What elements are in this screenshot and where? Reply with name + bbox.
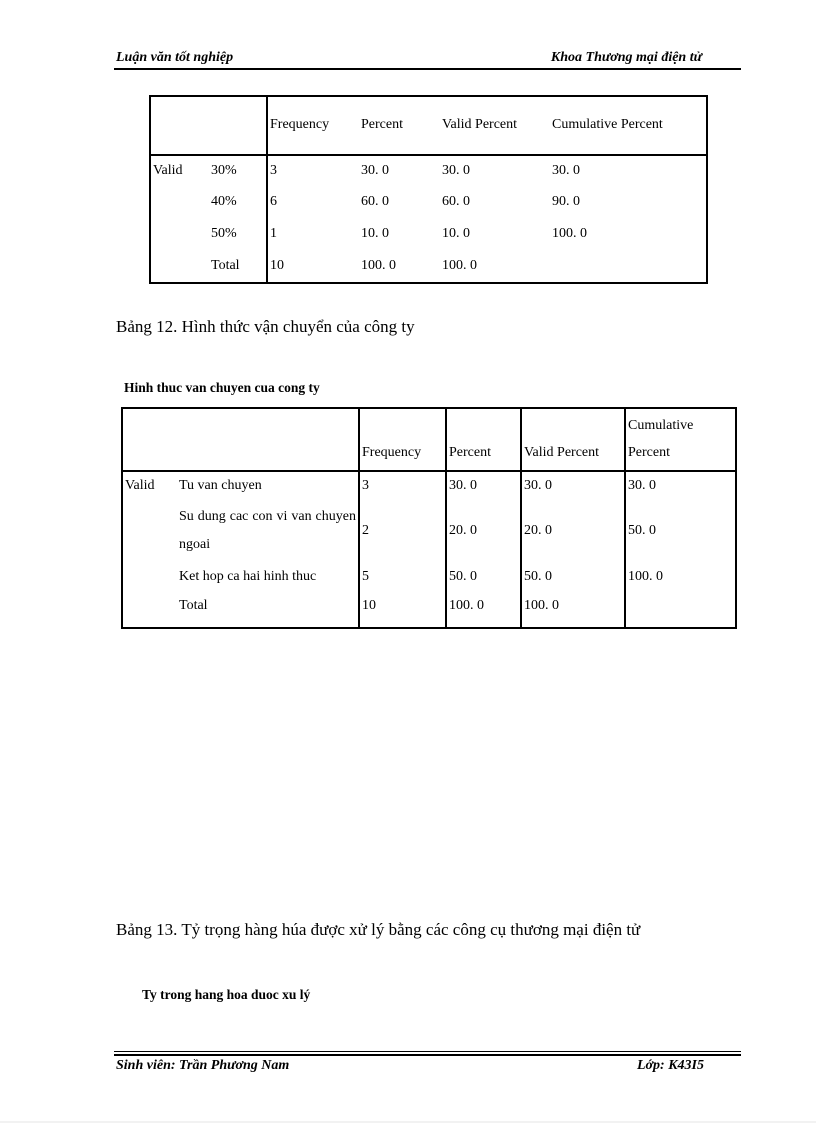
column-header	[625, 408, 736, 471]
cumulative-cell: 30. 0	[625, 471, 736, 501]
row-label: 30%	[211, 162, 237, 178]
percent-cell: 60. 0	[361, 194, 389, 210]
column-header-line: Cumulative	[628, 418, 694, 434]
footer-rule	[114, 1054, 741, 1056]
table-row	[150, 218, 707, 250]
valid-percent-cell: 30. 0	[521, 471, 625, 501]
cumulative-cell: 50. 0	[625, 501, 736, 562]
header-left-text: Luận văn tốt nghiệp	[116, 50, 234, 65]
frequency-cell: 2	[359, 501, 446, 562]
row-label: Ket hop ca hai hinh thuc	[179, 568, 317, 584]
percent-cell: 100. 0	[361, 258, 396, 274]
valid-percent-cell: 10. 0	[442, 226, 470, 242]
percent-cell: 30. 0	[361, 162, 389, 178]
cumulative-cell	[550, 251, 707, 283]
footer-left-text: Sinh viên: Trần Phương Nam	[116, 1058, 290, 1073]
table-caption-12: Bảng 12. Hình thức vận chuyển của công ty	[116, 317, 415, 336]
valid-percent-cell: 60. 0	[442, 194, 470, 210]
table-row	[122, 501, 736, 562]
column-header: Frequency	[267, 96, 359, 155]
valid-percent-cell: 20. 0	[521, 501, 625, 562]
cumulative-cell: 30. 0	[552, 162, 580, 178]
table-header-row	[122, 408, 736, 471]
table-title-3: Ty trong hang hoa duoc xu lý	[142, 987, 311, 1002]
table-row	[150, 186, 707, 218]
column-header: Percent	[446, 408, 521, 471]
valid-label: Valid	[125, 478, 155, 494]
frequency-table-2	[121, 407, 737, 629]
row-label: Tu van chuyen	[179, 478, 262, 494]
frequency-cell: 1	[267, 218, 359, 250]
percent-cell: 20. 0	[446, 501, 521, 562]
table-title-2: Hinh thuc van chuyen cua cong ty	[124, 380, 320, 395]
valid-percent-cell: 100. 0	[521, 592, 625, 628]
row-label: 50%	[211, 226, 237, 242]
row-label: Su dung cac con vi van chuyen ngoai	[179, 509, 356, 553]
percent-cell: 10. 0	[361, 226, 389, 242]
percent-cell: 100. 0	[446, 592, 521, 628]
valid-label: Valid	[153, 162, 183, 178]
frequency-table-1	[149, 95, 708, 284]
valid-percent-cell: 30. 0	[442, 162, 470, 178]
frequency-cell: 3	[359, 471, 446, 501]
table-row	[122, 561, 736, 591]
footer-rule	[114, 1051, 741, 1052]
table-row	[122, 592, 736, 628]
row-label: Total	[211, 258, 240, 274]
cumulative-cell: 100. 0	[552, 226, 587, 242]
frequency-cell: 6	[267, 186, 359, 218]
row-label: Total	[179, 597, 208, 613]
column-header: Valid Percent	[521, 408, 625, 471]
header-rule	[114, 68, 741, 70]
table-row	[122, 471, 736, 501]
footer-right-text: Lớp: K43I5	[636, 1058, 704, 1073]
frequency-cell: 10	[267, 251, 359, 283]
frequency-cell: 5	[359, 561, 446, 591]
percent-cell: 30. 0	[446, 471, 521, 501]
frequency-cell: 10	[359, 592, 446, 628]
table-row	[150, 251, 707, 283]
table-header-row	[150, 96, 707, 155]
column-header: Percent	[359, 96, 440, 155]
column-header: Frequency	[359, 408, 446, 471]
cumulative-cell: 90. 0	[552, 194, 580, 210]
cumulative-cell	[625, 592, 736, 628]
cumulative-cell: 100. 0	[625, 561, 736, 591]
valid-percent-cell: 50. 0	[521, 561, 625, 591]
column-header: Valid Percent	[440, 96, 550, 155]
column-header: Cumulative Percent	[550, 96, 707, 155]
row-label: 40%	[211, 194, 237, 210]
table-caption-13: Bảng 13. Tỷ trọng hàng húa được xử lý bằng các công cụ thương mại điện tử	[116, 920, 641, 939]
column-header-line: Percent	[628, 445, 670, 461]
percent-cell: 50. 0	[446, 561, 521, 591]
table-row	[150, 155, 707, 186]
frequency-cell: 3	[267, 155, 359, 186]
valid-percent-cell: 100. 0	[442, 258, 477, 274]
header-right-text: Khoa Thương mại điện tử	[550, 50, 702, 65]
